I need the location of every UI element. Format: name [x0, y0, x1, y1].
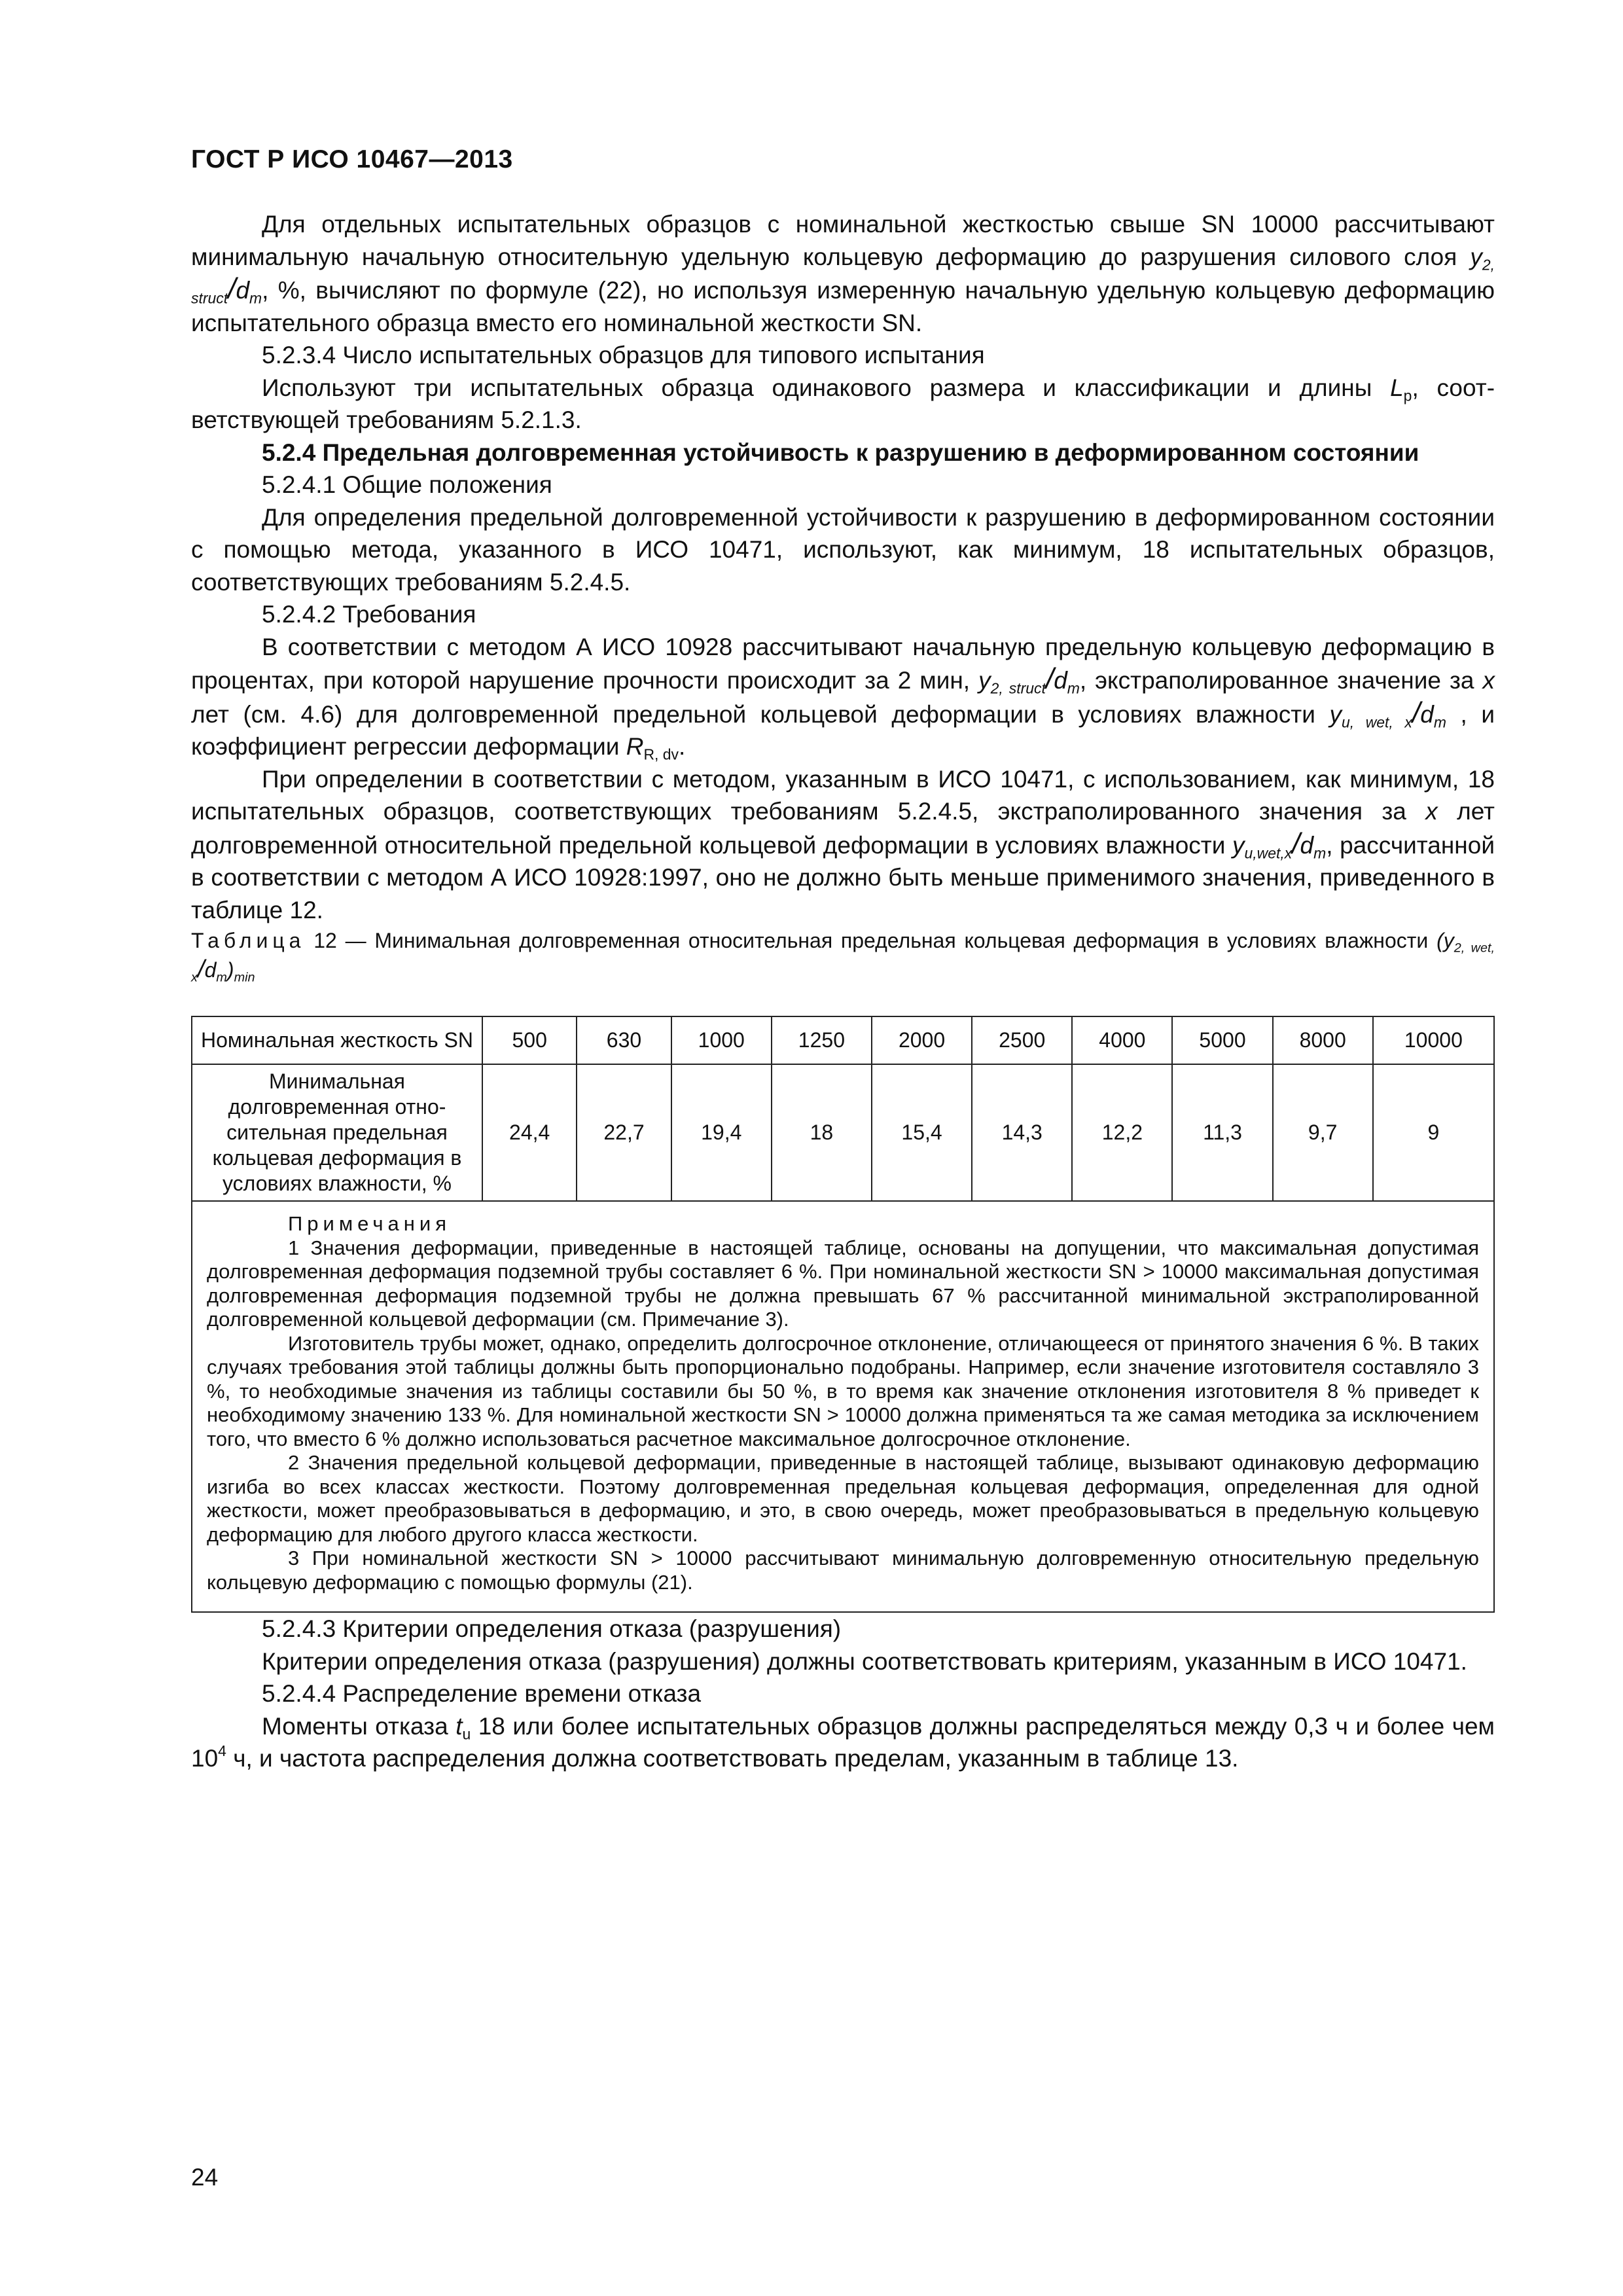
table-cell: 18	[772, 1064, 872, 1201]
table-header-label: Номинальная жесткость SN	[192, 1016, 482, 1064]
note-1: 1 Значения деформации, приведенные в настоящей таблице, основаны на допущении, что максимальная допустимая долговременная деформация подземной трубы составляет 6 %. При номинальной жесткости SN > 10000 максимальная допустимая долговременная деформация подземной трубы не должна превышать 67 % рассчитанной минимальной экстраполированной долговременной кольцевой деформации (см. Примечание 3).	[207, 1236, 1479, 1331]
paragraph-requirements: В соответствии с методом А ИСО 10928 рассчитывают начальную предельную кольцевую деформацию в процентах, при которой нарушение прочности происходит за 2 мин, $y_{2, struct}/d_m$, экстраполированное значение за x лет (см. 4.6) для долговременной предельной кольцевой деформации в условиях влажности $y_{u, wet, x}/d_m$ , и коэффициент регрессии деформации $R_{R, dv}$.	[191, 633, 1495, 763]
table-row-label: Минимальная долговременная относительная предельная кольцевая деформация в условиях влажности, %	[192, 1064, 482, 1201]
table-notes	[192, 1201, 1494, 1612]
table-header-cell: 1250	[772, 1016, 872, 1064]
table-row	[192, 1064, 1494, 1201]
table-header-cell: 1000	[671, 1016, 772, 1064]
table-12-caption: Таблица 12 — Минимальная долговременная относительная предельная кольцевая деформация в условиях влажности $(y_{2, wet, x}/d_m)_{min}$	[191, 929, 1495, 985]
table-header-cell: 630	[577, 1016, 671, 1064]
paragraph-failure-criteria: Критерии определения отказа (разрушения) должны соответствовать критериям, указанным в ИСО 10471.	[262, 1647, 1467, 1675]
paragraph-failure-distribution: Моменты отказа $t_u$ 18 или более испытательных образцов должны распределяться между 0,3 ч и более чем $10^4$ ч, и частота распределения должна соответствовать пределам, указанным в таблице 13.	[191, 1712, 1495, 1772]
table-header-cell: 5000	[1172, 1016, 1272, 1064]
paragraph-three-samples: Используют три испытательных образца одинакового размера и классификации и длины $L_p$, соответствующей требованиям 5.2.1.3.	[191, 374, 1495, 433]
notes-title: Примечания	[288, 1212, 451, 1235]
table-12	[191, 1016, 1495, 1613]
table-cell: 9,7	[1273, 1064, 1373, 1201]
table-notes-row	[192, 1201, 1494, 1612]
table-cell: 19,4	[671, 1064, 772, 1201]
table-cell: 24,4	[482, 1064, 577, 1201]
table-header-cell: 500	[482, 1016, 577, 1064]
table-header-row	[192, 1016, 1494, 1064]
section-heading-5-2-4-2: 5.2.4.2 Требования	[262, 601, 476, 628]
section-heading-5-2-4-4: 5.2.4.4 Распределение времени отказа	[262, 1680, 702, 1707]
table-header-cell: 10000	[1373, 1016, 1494, 1064]
section-heading-5-2-4: 5.2.4 Предельная долговременная устойчивость к разрушению в деформированном состоянии	[262, 439, 1419, 466]
table-cell: 9	[1373, 1064, 1494, 1201]
table-cell: 15,4	[872, 1064, 972, 1201]
formula-table-caption: $(y_{2, wet, x}/d_m)_{min}$	[191, 929, 1495, 985]
note-3: 3 При номинальной жесткости SN > 10000 рассчитывают минимальную долговременную относительную предельную кольцевую деформацию с помощью формулы (21).	[207, 1547, 1479, 1594]
table-cell: 11,3	[1172, 1064, 1272, 1201]
paragraph-general: Для определения предельной долговременной устойчивости к разрушению в деформированном состоянии с помощью метода, указанного в ИСО 10471, используют, как минимум, 18 испытательных образцов, соответствующих требованиям 5.2.4.5.	[191, 503, 1495, 596]
note-2: 2 Значения предельной кольцевой деформации, приведенные в настоящей таблице, вызывают одинаковую деформацию изгиба во всех классах жесткости. Поэтому долговременная предельная кольцевая деформация, определенная для одной жесткости, может преобразовываться в деформацию, и это, в свою очередь, может преобразовываться в предельную кольцевую деформацию для любого другого класса жесткости.	[207, 1451, 1479, 1546]
section-heading-5-2-4-3: 5.2.4.3 Критерии определения отказа (разрушения)	[262, 1615, 842, 1642]
formula-yuwetx-dm: $y_{u,wet,x}/d_m$	[1232, 827, 1327, 861]
table-cell: 14,3	[972, 1064, 1072, 1201]
table-cell: 22,7	[577, 1064, 671, 1201]
table-header-cell: 4000	[1072, 1016, 1172, 1064]
page-number: 24	[191, 2164, 219, 2191]
document-header: ГОСТ Р ИСО 10467—2013	[191, 145, 513, 173]
note-1-continued: Изготовитель трубы может, однако, определить долгосрочное отклонение, отличающееся от принятого значения 6 %. В таких случаях требования этой таблицы должны быть пропорционально подобраны. Например, если значение изготовителя составляло 3 %, то необходимые значения из таблицы составили бы 50 %, в то время как значение отклонения изготовителя 8 % приведет к необходимому значению 133 %. Для номинальной жесткости SN > 10000 должна применяться та же самая методика за исключением того, что вместо 6 % должно использоваться расчетное максимальное долгосрочное отклонение.	[207, 1331, 1479, 1450]
formula-y2struct-dm: $y_{2, struct}/d_m$	[978, 663, 1080, 697]
table-header-cell: 2000	[872, 1016, 972, 1064]
table-header-cell: 2500	[972, 1016, 1072, 1064]
table-header-cell: 8000	[1273, 1016, 1373, 1064]
page-content	[191, 208, 1495, 1775]
table-cell: 12,2	[1072, 1064, 1172, 1201]
section-heading-5-2-3-4: 5.2.3.4 Число испытательных образцов для типового испытания	[262, 342, 985, 368]
section-heading-5-2-4-1: 5.2.4.1 Общие положения	[262, 471, 552, 498]
formula-yuwetx-dm: $y_{u, wet, x}/d_m$	[1329, 696, 1446, 730]
paragraph-individual-samples: Для отдельных испытательных образцов с номинальной жесткостью свыше SN 10000 рассчитывают минимальную начальную относительную удельную кольцевую деформацию до разрушения силового слоя $y_{2, struct}/d_m$, %, вычисляют по формуле (22), но используя измеренную начальную удельную кольцевую деформацию испытательного образца вместо его номинальной жесткости SN.	[191, 211, 1495, 336]
paragraph-extrapolated: При определении в соответствии с методом, указанным в ИСО 10471, с использованием, как минимум, 18 испытательных образцов, соответствующих требованиям 5.2.4.5, экстраполированного значения за x лет долговременной относительной предельной кольцевой деформации в условиях влажности $y_{u,wet,x}/d_m$, рассчитанной в соответствии с методом А ИСО 10928:1997, оно не должно быть меньше применимого значения, приведенного в таблице 12.	[191, 765, 1495, 924]
formula-y2struct-dm: $y_{2, struct}/d_m$	[191, 243, 1495, 307]
